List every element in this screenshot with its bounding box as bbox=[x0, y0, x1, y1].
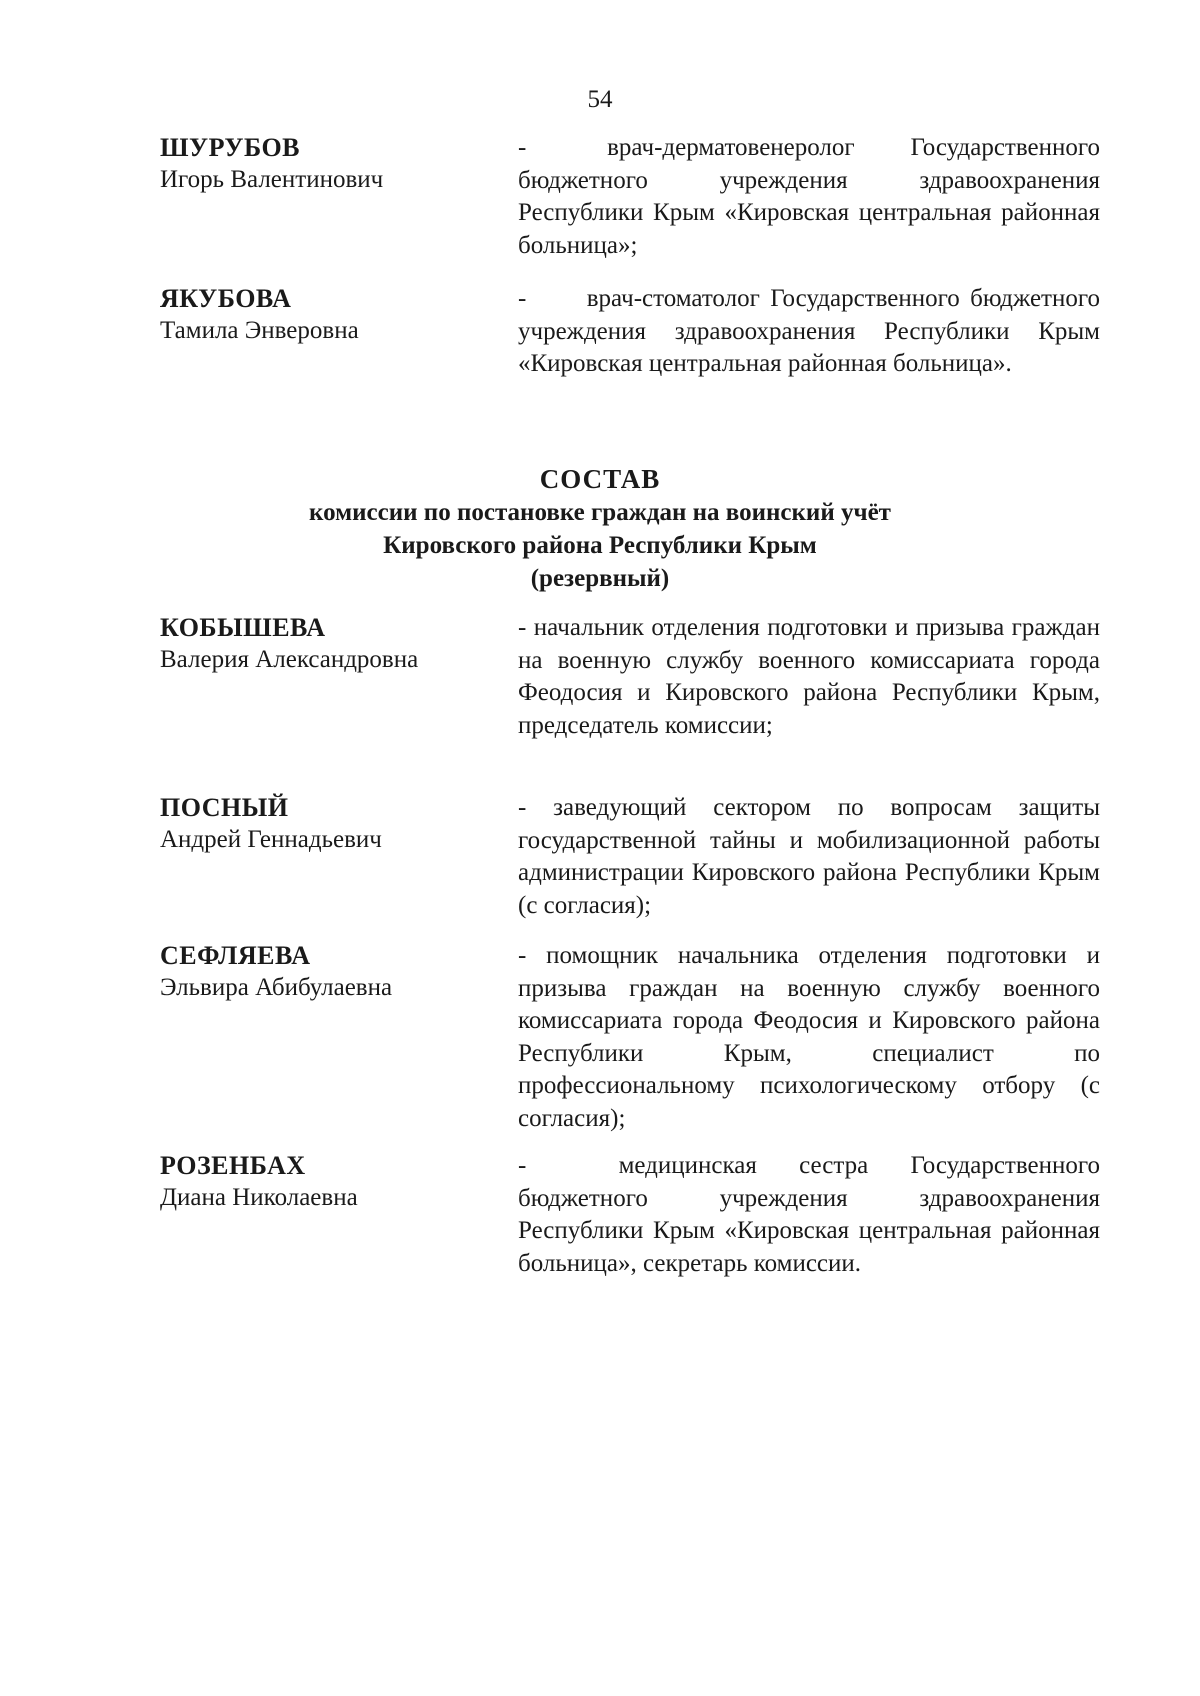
section-title: СОСТАВ bbox=[539, 464, 661, 494]
position-description: - врач-дерматовенеролог Государственного бюджетного учреждения здравоохранения Республики Крым «Кировская центральная районная больница»; bbox=[518, 134, 1100, 259]
section-subtitle-line: комиссии по постановке граждан на воинский учёт bbox=[309, 499, 891, 526]
person-name bbox=[160, 792, 490, 856]
section-heading bbox=[0, 462, 1200, 595]
given-name: Тамила Энверовна bbox=[160, 317, 359, 344]
surname: ШУРУБОВ bbox=[160, 133, 301, 162]
person-name bbox=[160, 283, 490, 347]
position-description: - врач-стоматолог Государственного бюджетного учреждения здравоохранения Республики Крым «Кировская центральная районная больница». bbox=[518, 285, 1100, 377]
page-number: 54 bbox=[587, 86, 613, 113]
position-description: - помощник начальника отделения подготовки и призыва граждан на военную службу военного комиссариата города Феодосия и Кировского района Республики Крым, специалист по профессиональному психологическому отбору (с согласия); bbox=[518, 942, 1100, 1132]
person-name bbox=[160, 940, 490, 1004]
section-subtitle-line: Кировского района Республики Крым bbox=[383, 532, 817, 559]
position-description: - начальник отделения подготовки и призыва граждан на военную службу военного комиссариата города Феодосия и Кировского района Республики Крым, председатель комиссии; bbox=[518, 614, 1100, 739]
surname: КОБЫШЕВА bbox=[160, 613, 326, 642]
person-name bbox=[160, 1150, 490, 1214]
position-description: - медицинская сестра Государственного бюджетного учреждения здравоохранения Республики Крым «Кировская центральная районная больница», секретарь комиссии. bbox=[518, 1152, 1100, 1277]
person-name bbox=[160, 132, 490, 196]
position-description: - заведующий сектором по вопросам защиты государственной тайны и мобилизационной работы администрации Кировского района Республики Крым (с согласия); bbox=[518, 794, 1100, 919]
given-name: Андрей Геннадьевич bbox=[160, 826, 382, 853]
surname: РОЗЕНБАХ bbox=[160, 1151, 306, 1180]
given-name: Валерия Александровна bbox=[160, 646, 419, 673]
given-name: Диана Николаевна bbox=[160, 1184, 358, 1211]
given-name: Игорь Валентинович bbox=[160, 166, 384, 193]
surname: СЕФЛЯЕВА bbox=[160, 941, 311, 970]
surname: ПОСНЫЙ bbox=[160, 793, 289, 822]
section-subtitle-line: (резервный) bbox=[530, 565, 670, 592]
given-name: Эльвира Абибулаевна bbox=[160, 974, 393, 1001]
person-name bbox=[160, 612, 490, 676]
surname: ЯКУБОВА bbox=[160, 284, 292, 313]
